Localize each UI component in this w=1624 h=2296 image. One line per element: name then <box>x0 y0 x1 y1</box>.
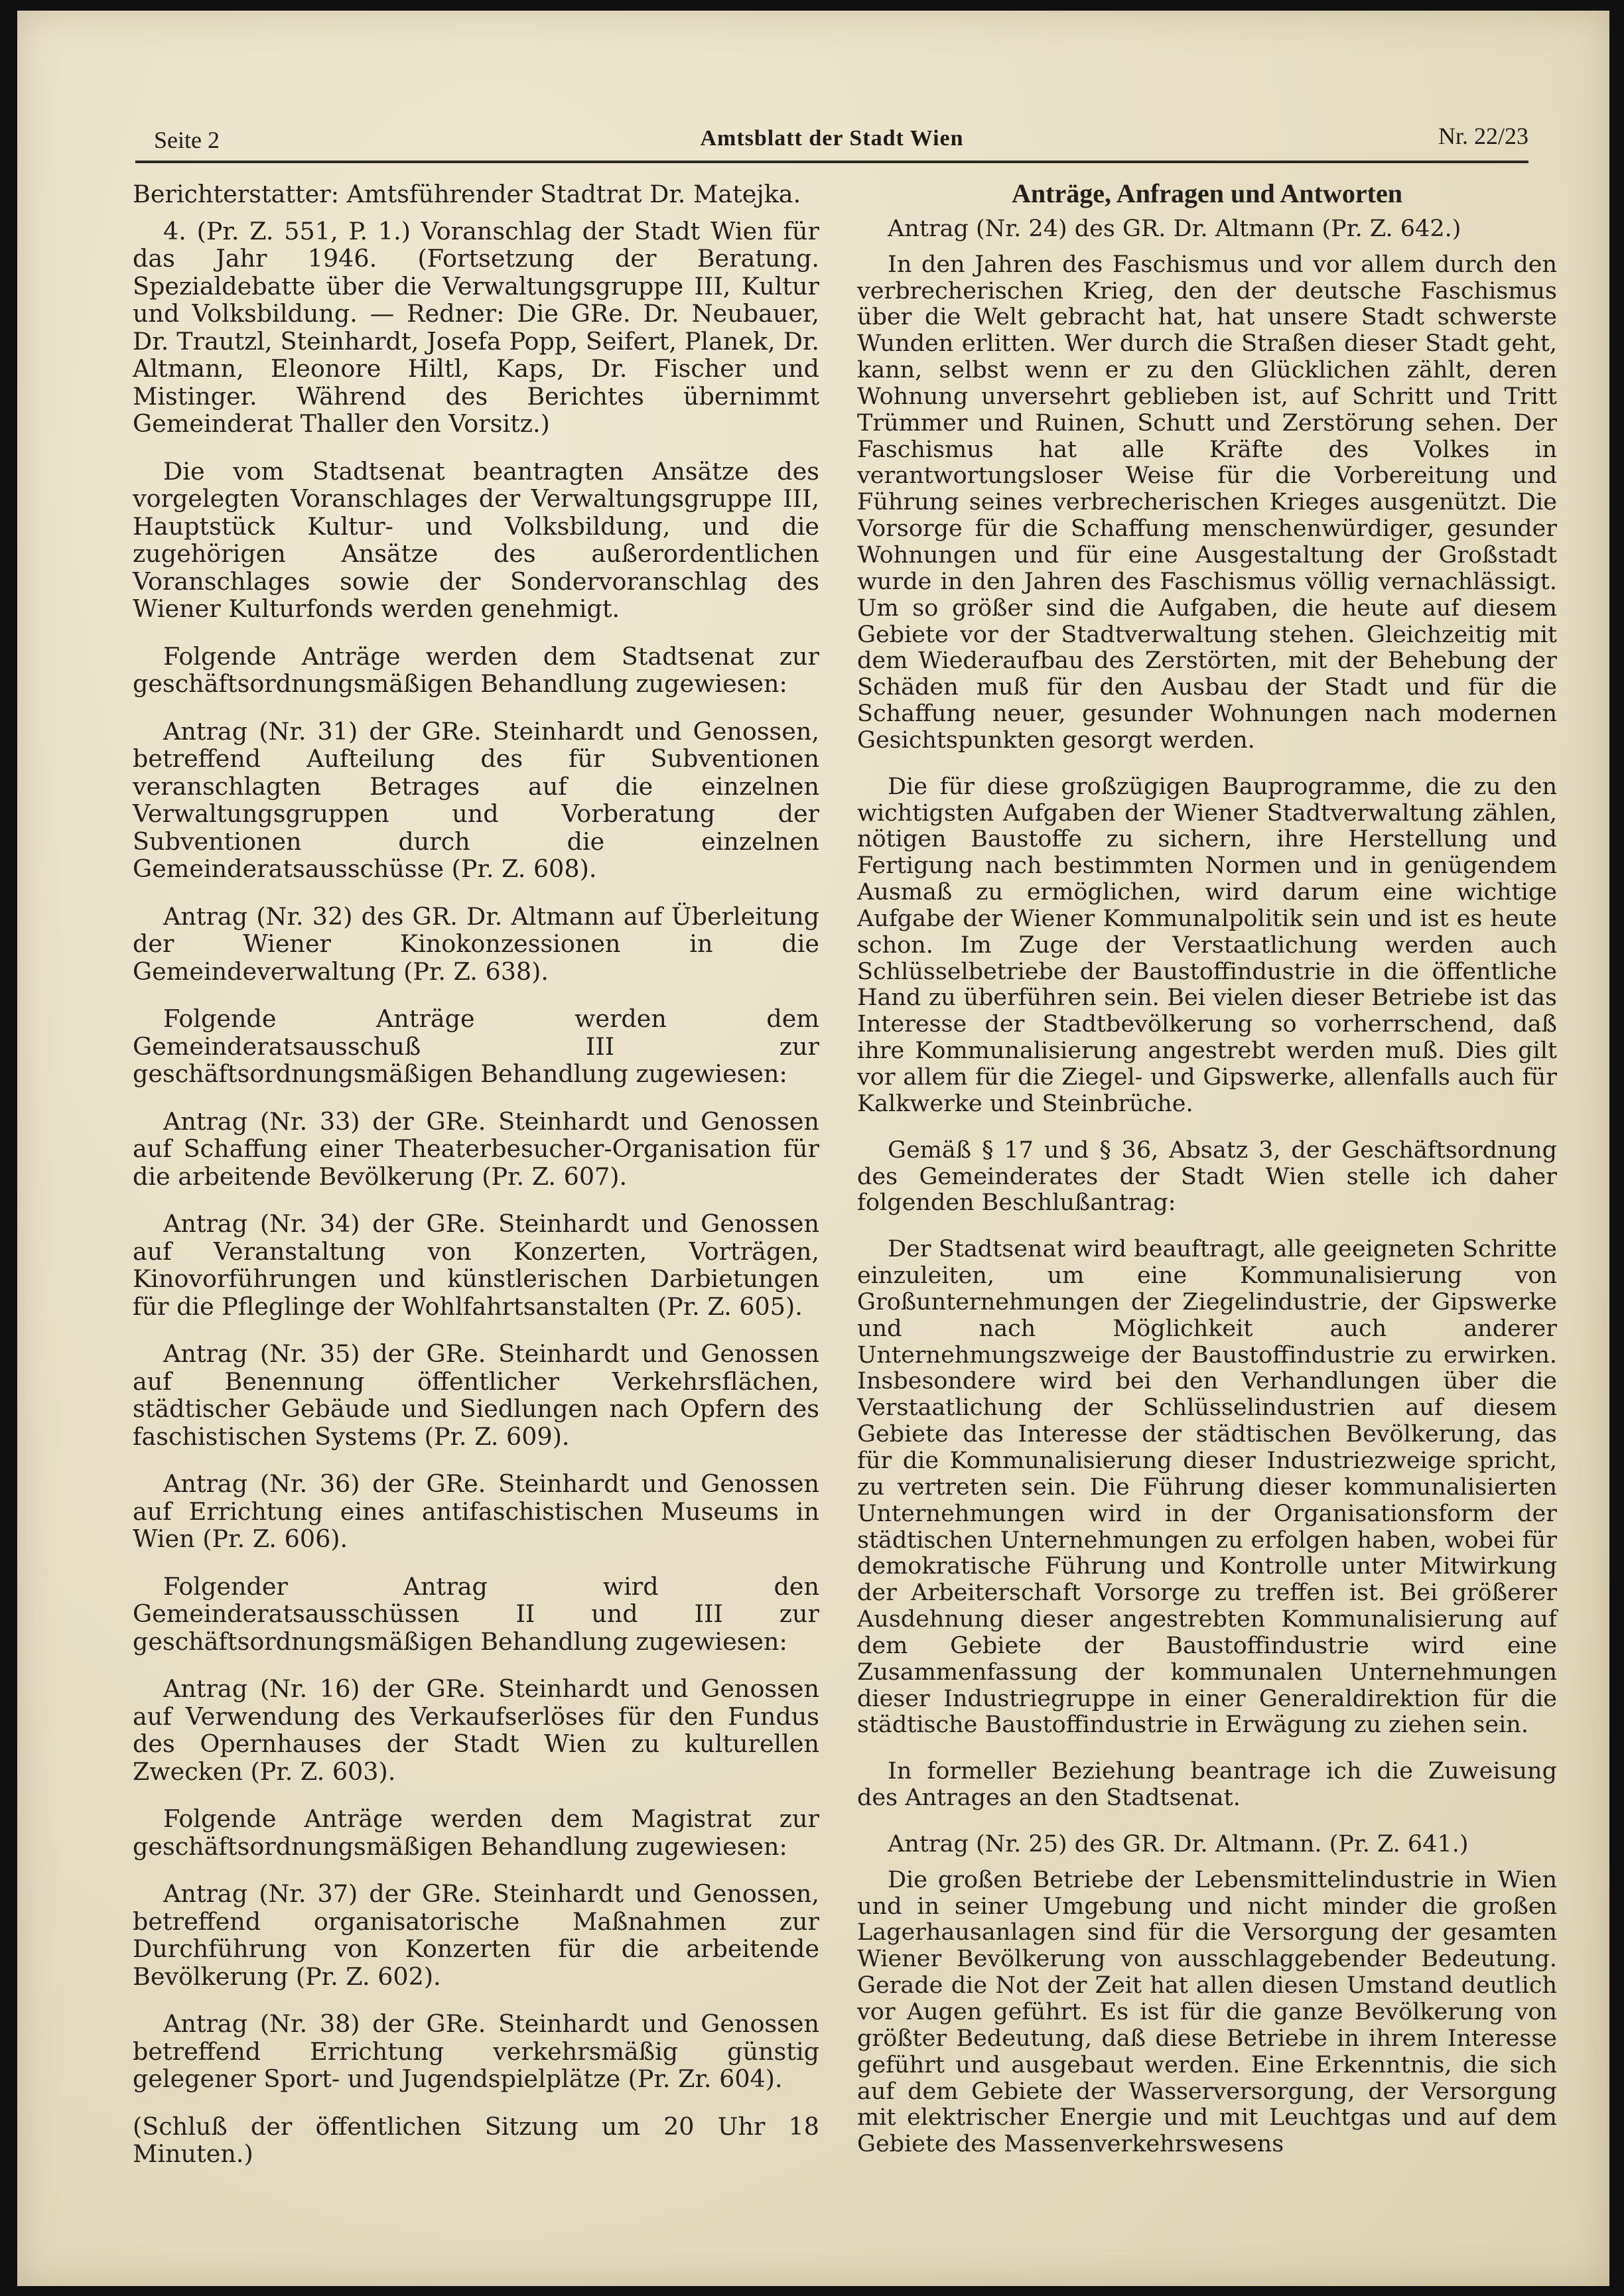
assignment-magistrat: Folgende Anträge werden dem Magistrat zur geschäftsordnungsmäßigen Behandlung zugewiesen: <box>133 1804 819 1861</box>
motion-16: Antrag (Nr. 16) der GRe. Steinhardt und Genossen auf Verwendung des Verkaufserlöses für den Fundus des Opernhauses der Stadt Wien zu kulturellen Zwecken (Pr. Z. 603). <box>133 1674 819 1786</box>
motion-25-heading: Antrag (Nr. 25) des GR. Dr. Altmann. (Pr. Z. 641.) <box>888 1830 1469 1857</box>
motion-24-formal: In formeller Beziehung beantrage ich die Zuweisung des Antrages an den Stadtsenat. <box>857 1758 1557 1812</box>
page-header <box>135 122 1528 163</box>
motion-32: Antrag (Nr. 32) des GR. Dr. Altmann auf Überleitung der Wiener Kinokonzessionen in die Gemeindeverwaltung (Pr. Z. 638). <box>133 902 819 986</box>
motion-25-para-1: Die großen Betriebe der Lebensmittelindustrie in Wien und in seiner Umgebung und nicht minder die großen Lagerhausanlagen sind für die Versorgung der gesamten Wiener Bevölkerung von ausschlaggebender Bedeutung. Gerade die Not der Zeit hat allen diesen Umstand deutlich vor Augen geführt. Es ist für die ganze Bevölkerung von größter Bedeutung, daß diese Betriebe in ihrem Interesse geführt und ausgebaut werden. Eine Erkenntnis, die sich auf dem Gebiete der Wasserversorgung, der Versorgung mit elektrischer Energie und mit Leuchtgas und auf dem Gebiete des Massenverkehrswesens <box>857 1866 1557 2158</box>
motion-38: Antrag (Nr. 38) der GRe. Steinhardt und Genossen betreffend Errichtung verkehrsmäßig günstig gelegener Sport- und Jugendspielplätze (Pr. Zr. 604). <box>133 2009 819 2093</box>
assignment-committee-3: Folgende Anträge werden dem Gemeinderatsausschuß III zur geschäftsordnungsmäßigen Behandlung zugewiesen: <box>133 1004 819 1088</box>
issue-number: Nr. 22/23 <box>1438 123 1528 149</box>
motion-24-para-3: Gemäß § 17 und § 36, Absatz 3, der Geschäftsordnung des Gemeinderates der Stadt Wien stelle ich daher folgenden Beschlußantrag: <box>857 1136 1557 1217</box>
budget-approval: Die vom Stadtsenat beantragten Ansätze des vorgelegten Voranschlages der Verwaltungsgruppe III, Hauptstück Kultur- und Volksbildung, und die zugehörigen Ansätze des außerordentlichen Voranschlages sowie der Sondervoranschlag des Wiener Kulturfonds werden genehmigt. <box>133 456 819 623</box>
motion-35: Antrag (Nr. 35) der GRe. Steinhardt und Genossen auf Benennung öffentlicher Verkehrsflächen, städtischer Gebäude und Siedlungen nach Opfern des faschistischen Systems (Pr. Z. 609). <box>133 1339 819 1451</box>
agenda-item-4: 4. (Pr. Z. 551, P. 1.) Voranschlag der Stadt Wien für das Jahr 1946. (Fortsetzung der Beratung. Spezialdebatte über die Verwaltungsgruppe III, Kultur und Volksbildung. — Redner: Die GRe. Dr. Neubauer, Dr. Trautzl, Steinhardt, Josefa Popp, Seifert, Planek, Dr. Altmann, Eleonore Hiltl, Kaps, Dr. Fischer und Mistinger. Während des Berichtes übernimmt Gemeinderat Thaller den Vorsitz.) <box>133 216 819 438</box>
page-number: Seite 2 <box>154 127 220 153</box>
motion-36: Antrag (Nr. 36) der GRe. Steinhardt und Genossen auf Errichtung eines antifaschistischen Museums in Wien (Pr. Z. 606). <box>133 1469 819 1553</box>
session-close: (Schluß der öffentlichen Sitzung um 20 Uhr 18 Minuten.) <box>133 2112 819 2168</box>
left-column <box>133 180 819 2168</box>
motion-37: Antrag (Nr. 37) der GRe. Steinhardt und Genossen, betreffend organisatorische Maßnahmen zur Durchführung von Konzerten für die arbeitende Bevölkerung (Pr. Z. 602). <box>133 1879 819 1991</box>
motion-24-para-1: In den Jahren des Faschismus und vor allem durch den verbrecherischen Krieg, den der deutsche Faschismus über die Welt gebracht hat, hat unsere Stadt schwerste Wunden erlitten. Wer durch die Straßen dieser Stadt geht, kann, selbst wenn er zu den Glücklichen zählt, deren Wohnung unversehrt geblieben ist, auf Schritt und Tritt Trümmer und Ruinen, Schutt und Zerstörung sehen. Der Faschismus hat alle Kräfte des Volkes in verantwortungsloser Weise für die Vorbereitung und Führung seines verbrecherischen Krieges ausgenützt. Die Vorsorge für die Schaffung menschenwürdiger, gesunder Wohnungen und für eine Ausgestaltung der Großstadt wurde in den Jahren des Faschismus völlig vernachlässigt. Um so größer sind die Aufgaben, die heute auf diesem Gebiete vor der Stadtverwaltung stehen. Gleichzeitig mit dem Wiederaufbau des Zerstörten, mit der Behebung der Schäden muß für den Ausbau der Stadt und für die Schaffung neuer, gesunder Wohnungen nach modernen Gesichtspunkten gesorgt werden. <box>857 251 1557 754</box>
right-column <box>857 180 1557 2158</box>
motion-34: Antrag (Nr. 34) der GRe. Steinhardt und Genossen auf Veranstaltung von Konzerten, Vorträgen, Kinovorführungen und künstlerischen Darbietungen für die Pfleglinge der Wohlfahrtsanstalten (Pr. Z. 605). <box>133 1209 819 1321</box>
motion-24-resolution: Der Stadtsenat wird beauftragt, alle geeigneten Schritte einzuleiten, um eine Kommunalisierung von Großunternehmungen der Ziegelindustrie, der Gipswerke und nach Möglichkeit auch anderer Unternehmungszweige der Baustoffindustrie zu erwirken. Insbesondere wird bei den Verhandlungen über die Verstaatlichung der Schlüsselindustrien auf diesem Gebiete das Interesse der städtischen Bevölkerung, das für die Kommunalisierung dieser Industriezweige spricht, zu vertreten sein. Die Führung dieser kommunalisierten Unternehmungen wird in der Organisationsform der städtischen Unternehmungen zu erfolgen haben, wobei für demokratische Führung und Kontrolle unter Mitwirkung der Arbeiterschaft Vorsorge zu treffen ist. Bei größerer Ausdehnung dieser angestrebten Kommunalisierung auf dem Gebiete der Baustoffindustrie wird eine Zusammenfassung der kommunalen Unternehmungen dieser Industriegruppe in einer Generaldirektion für die städtische Baustoffindustrie in Erwägung zu ziehen sein. <box>857 1236 1557 1739</box>
assignment-stadtsenat: Folgende Anträge werden dem Stadtsenat zur geschäftsordnungsmäßigen Behandlung zugewiesen: <box>133 642 819 698</box>
publication-title: Amtsblatt der Stadt Wien <box>700 126 964 151</box>
reporter-line: Berichterstatter: Amtsführender Stadtrat Dr. Matejka. <box>133 180 801 208</box>
assignment-committees-2-3: Folgender Antrag wird den Gemeinderatsausschüssen II und III zur geschäftsordnungsmäßigen Behandlung zugewiesen: <box>133 1572 819 1656</box>
motion-31: Antrag (Nr. 31) der GRe. Steinhardt und Genossen, betreffend Aufteilung des für Subventionen veranschlagten Betrages auf die einzelnen Verwaltungsgruppen und Vorberatung der Subventionen durch die einzelnen Gemeinderatsausschüsse (Pr. Z. 608). <box>133 716 819 883</box>
section-title: Anträge, Anfragen und Antworten <box>1012 178 1402 208</box>
motion-24-para-2: Die für diese großzügigen Bauprogramme, die zu den wichtigsten Aufgaben der Wiener Stadtverwaltung zählen, nötigen Baustoffe zu sichern, ihre Herstellung und Fertigung nach bestimmten Normen und in genügendem Ausmaß zu ermöglichen, wird darum eine wichtige Aufgabe der Wiener Kommunalpolitik sein und ist es heute schon. Im Zuge der Verstaatlichung werden auch Schlüsselbetriebe der Baustoffindustrie in die öffentliche Hand zu überführen sein. Bei vielen dieser Betriebe ist das Interesse der Stadtbevölkerung so vorherrschend, daß ihre Kommunalisierung angestrebt werden muß. Dies gilt vor allem für die Ziegel- und Gipswerke, allenfalls auch für Kalkwerke und Steinbrüche. <box>857 773 1557 1117</box>
motion-24-heading: Antrag (Nr. 24) des GR. Dr. Altmann (Pr. Z. 642.) <box>888 215 1461 242</box>
motion-33: Antrag (Nr. 33) der GRe. Steinhardt und Genossen auf Schaffung einer Theaterbesucher-Organisation für die arbeitende Bevölkerung (Pr. Z. 607). <box>133 1107 819 1191</box>
